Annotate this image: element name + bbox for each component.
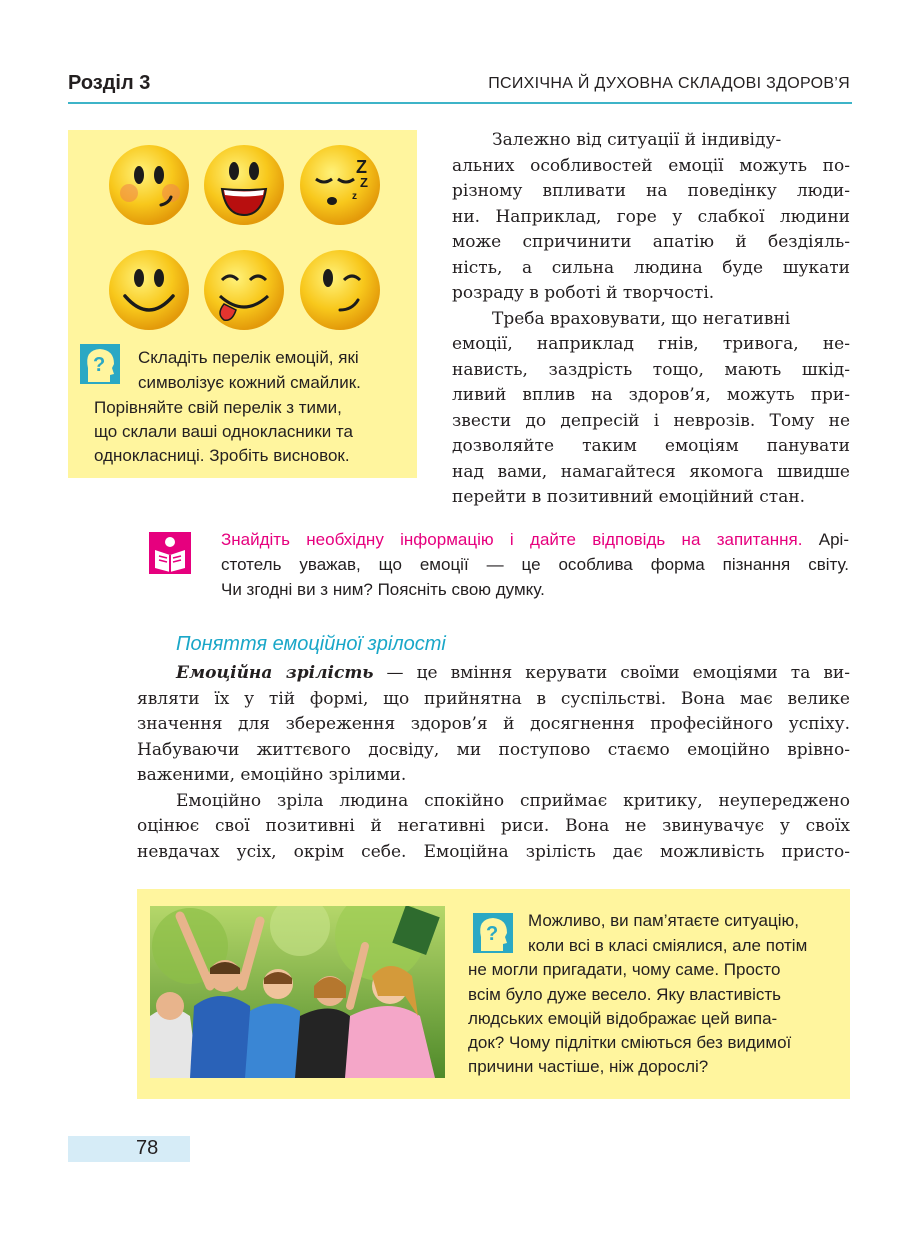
page-number: 78 [136, 1137, 159, 1159]
task2-line7: причини частіше, ніж дорослі? [468, 1057, 709, 1076]
header-divider [68, 102, 852, 104]
section-label: Розділ 3 [68, 72, 151, 94]
svg-text:?: ? [486, 923, 499, 945]
info-highlight: Знайдіть необхідну інформацію і дайте відповідь на запитання. [221, 530, 803, 549]
right-p1-l7: розраду в роботі й творчості. [452, 283, 715, 303]
tongue-out-smiley-icon [202, 248, 286, 332]
right-p1-l4: ни. Наприклад, горе у слабкої людини [452, 206, 850, 227]
p1-line2: являти їх у тій формі, що прийнятна в суспільстві. Вона має велике [137, 688, 850, 709]
chapter-title: ПСИХІЧНА Й ДУХОВНА СКЛАДОВІ ЗДОРОВ’Я [488, 75, 850, 92]
task1-line4: що склали ваші однокласники та [94, 422, 353, 441]
p2-line1: Емоційно зріла людина спокійно сприймає критику, неупереджено [176, 790, 850, 811]
right-p2-l5: звести до депресій і неврозів. Тому не [452, 410, 850, 431]
p1-first-rest: — це вміння керувати своїми емоціями та ви- [373, 663, 850, 683]
p2-line2: оцінює свої позитивні й негативні риси. Вона не звинувачує у своїх [137, 816, 850, 836]
laughing-teens-photo [150, 906, 445, 1078]
info-text-start: Арі- [802, 530, 849, 549]
svg-text:Z: Z [356, 157, 367, 177]
p1-line5: важеними, емоційно зрілими. [137, 765, 407, 785]
svg-text:Z: Z [360, 175, 368, 190]
p1-line3: значення для збереження здоров’я й досягнення професійного успіху. [137, 714, 850, 734]
right-p1-l2: альних особливостей емоції можуть по- [452, 155, 850, 176]
question-head-icon [80, 344, 120, 384]
info-line3: Чи згодні ви з ним? Поясніть свою думку. [221, 580, 545, 599]
task1-line1: Складіть перелік емоцій, які [138, 348, 359, 367]
page-number-bar [68, 1136, 190, 1162]
right-p1-l1: Залежно від ситуації й індивіду- [492, 130, 782, 150]
svg-text:z: z [352, 191, 357, 202]
sleeping-smiley-icon [298, 143, 382, 227]
task2-line3: не могли пригадати, чому саме. Просто [468, 960, 781, 979]
right-p2-l2: емоції, наприклад гнів, тривога, не- [452, 334, 850, 354]
task2-line5: людських емоцій відображає цей випа- [468, 1009, 778, 1028]
term-emotional-maturity: Емоційна зрілість [176, 663, 374, 683]
right-p2-l4: ливий вплив на здоров’я, можуть при- [452, 385, 850, 405]
task2-line6: док? Чому підлітки сміються без видимої [468, 1033, 792, 1052]
task2-line4: всім було дуже весело. Яку властивість [468, 985, 782, 1004]
section-subheading: Поняття емоційної зрілості [176, 633, 446, 655]
task2-line1: Можливо, ви пам’ятаєте ситуацію, [528, 911, 799, 930]
book-reader-icon [149, 532, 191, 574]
right-p2-l1: Треба враховувати, що негативні [492, 308, 791, 329]
svg-text:?: ? [93, 354, 106, 376]
task1-line5: однокласниці. Зробіть висновок. [94, 446, 350, 465]
right-p1-l5: може спричинити апатію й бездіяль- [452, 232, 850, 252]
section-body [137, 661, 850, 865]
blushing-smiley-icon [107, 143, 191, 227]
p2-line3: невдачах усіх, окрім себе. Емоційна зрілість дає можливість присто- [137, 841, 850, 862]
right-p2-l3: нависть, заздрість тощо, мають шкід- [452, 359, 850, 380]
laughing-smiley-icon [202, 143, 286, 227]
right-p2-l7: над вами, намагайтеся якомога швидше [452, 461, 850, 482]
right-p2-l6: дозволяйте таким емоціям панувати [452, 436, 850, 456]
question-head-icon [473, 913, 513, 953]
happy-smiley-icon [107, 248, 191, 332]
right-p2-l8: перейти в позитивний емоційний стан. [452, 487, 806, 507]
p1-line4: Набуваючи життєвого досвіду, ми поступово стаємо емоційно врівно- [137, 739, 850, 760]
winking-smiley-icon [298, 248, 382, 332]
right-p1-l3: різному впливати на поведінку люди- [452, 181, 850, 201]
right-p1-l6: ність, а сильна людина буде шукати [452, 257, 850, 278]
task1-line2: символізує кожний смайлик. [138, 373, 361, 392]
task2-line2: коли всі в класі сміялися, але потім [528, 936, 808, 955]
info-task [221, 527, 849, 602]
info-line2: стотель уважав, що емоції — це особлива форма пізнання світу. [221, 555, 849, 574]
task1-line3: Порівняйте свій перелік з тими, [94, 398, 342, 417]
right-column-text [452, 128, 850, 511]
